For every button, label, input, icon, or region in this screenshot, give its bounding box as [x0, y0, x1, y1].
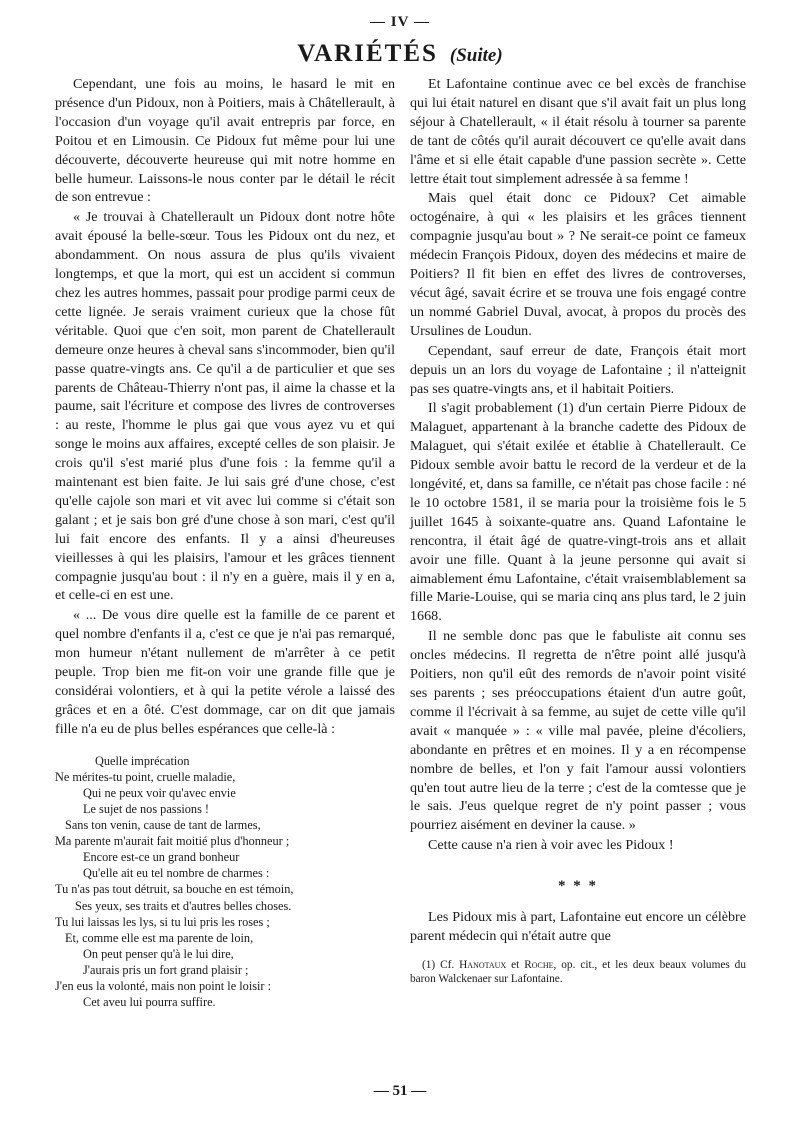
poem-line: Quelle imprécation — [95, 753, 190, 768]
poem-line: Encore est-ce un grand bonheur — [83, 850, 240, 865]
page-number: — 51 — — [373, 1083, 427, 1099]
poem-line: Sans ton venin, cause de tant de larmes, — [65, 818, 261, 833]
paragraph: Et Lafontaine continue avec ce bel excès de franchise qui lui était naturel en disant que s'il avait fait un plus long séjour à Chatellerault, « il était résolu à tourner sa parente de tant de côtés qu'il aurait découvert ce qu'elle avait dans l'âme et si elle était capable d'une passion secrète ». Cette lettre était tout simplement adressée à sa femme ! — [410, 76, 746, 187]
poem-line: On peut penser qu'à le lui dire, — [83, 946, 234, 961]
poem-line: Qu'elle ait eu tel nombre de charmes : — [83, 866, 270, 881]
paragraph: Mais quel était donc ce Pidoux? Cet aimable octogénaire, à qui « les plaisirs et les grâces tiennent compagnie jusqu'au bout » ? Ne serait-ce point ce fameux médecin François Pidoux, doyen des médecins et maire de Poitiers? Il fit bien en effet des livres de controverses, vécut âgé, savait écrire et se trouva une fois engagé contre un nommé Gabriel Duval, avocat, à propos du procès des Ursulines de Loudun. — [410, 190, 746, 339]
paragraph: Cependant, une fois au moins, le hasard le mit en présence d'un Pidoux, non à Poitiers, mais à Châtellerault, à l'occasion d'un voyage qu'il avait entrepris par force, en Poitou et en Limousin. Ce Pidoux fut même pour lui une découverte, découverte heureuse qui mit notre homme en belle humeur. Laissons-le nous conter par le détail le récit de son entrevue : — [55, 76, 395, 206]
poem-line: Cet aveu lui pourra suffire. — [83, 995, 216, 1010]
footnote-text: , op. cit., et les deux beaux volumes du baron Walckenaer sur Lafontaine. — [410, 958, 746, 986]
poem-line: Qui ne peux voir qu'avec envie — [83, 785, 236, 800]
footnote-marker: (1) Cf. — [422, 958, 455, 971]
section-folio: — IV — — [370, 14, 430, 30]
footnote-author: Hanotaux — [459, 958, 507, 971]
paragraph: « ... De vous dire quelle est la famille de ce parent et quel nombre d'enfants il a, c'est ce que je n'ai pas remarqué, mon humeur n'étant nullement de m'arrêter à ce petit peuple. Trop bien me fit-on voir une grande fille que je considérai volontiers, et à qui la petite vérole a laissé des grâces et en a ôté. C'est dommage, car on dit que jamais fille n'a eu de plus belles espérances que celle-là : — [55, 607, 395, 737]
title-varietes: VARIÉTÉS — [297, 40, 438, 67]
title-suite: (Suite) — [449, 45, 503, 66]
paragraph: Cependant, sauf erreur de date, François était mort depuis un an lors du voyage de Lafontaine ; il n'atteignit pas ses quatre-vingts ans, et il habitait Poitiers. — [410, 342, 746, 397]
footnote-author: Roche — [524, 958, 554, 971]
footnote-connector: et — [511, 958, 520, 971]
poem-line: J'en eus la volonté, mais non point le loisir : — [55, 979, 272, 994]
section-separator: * * * — [558, 878, 598, 895]
poem-line: Tu n'as pas tout détruit, sa bouche en est témoin, — [55, 882, 294, 897]
poem-line: Ne mérites-tu point, cruelle maladie, — [55, 769, 236, 784]
poem-line: Ses yeux, ses traits et d'autres belles choses. — [75, 898, 292, 913]
poem — [55, 753, 395, 1011]
poem-line: Et, comme elle est ma parente de loin, — [65, 930, 254, 945]
footnote — [410, 958, 746, 987]
paragraph: Il ne semble donc pas que le fabuliste ait connu ses oncles médecins. Il regretta de n'être point allé jusqu'à Poitiers, non qu'il eût des remords de n'avoir point visité ses parents ; ses préoccupations étaient d'un autre goût, comme il l'écrivait à sa femme, au sujet de cette ville qu'il avait « manquée » : « ville mal pavée, pleine d'écoliers, abondante en prêtres et en moines. Il y a en récompense nombre de belles, et l'on y fait l'amour aussi volontiers qu'en tout autre lieu de la terre ; c'est de la comtesse que je le sais. J'eus quelque regret de n'y point passer ; vous pourriez aisément en deviner la cause. » — [410, 628, 746, 834]
closing-paragraph: Les Pidoux mis à part, Lafontaine eut encore un célèbre parent médecin qui n'était autre que — [410, 909, 746, 944]
poem-line: Ma parente m'aurait fait moitié plus d'honneur ; — [55, 834, 290, 849]
poem-line: Tu lui laissas les lys, si tu lui pris les roses ; — [55, 914, 270, 929]
paragraph: « Je trouvai à Chatellerault un Pidoux dont notre hôte avait épousé la belle-sœur. Tous les Pidoux ont du nez, et abondamment. On nous assura de plus qu'ils vivaient longtemps, et que la mort, qui est un accident si commun chez les autres hommes, passait pour prodige parmi ceux de cette lignée. Je serais vraiment curieux que la chose fût véritable. Quoi que c'en soit, mon parent de Chatellerault demeure onze heures à cheval sans s'incommoder, bien qu'il passe quatre-vingts ans. Ce qu'il a de particulier et que ses parents de Château-Thierry n'ont pas, il aime la chasse et la paume, sait l'écriture et compose des livres de controverses : au reste, l'homme le plus gai que vous ayez vu et qui songe le moins aux affaires, excepté celles de son plaisir. Je crois qu'il s'est marié plus d'une fois : la femme qu'il a maintenant est bien faite. Je lui sais gré d'une chose, c'est qu'elle cajole son mari et vit avec lui comme si c'était son galant ; et je sais bon gré d'une chose à son mari, c'est qu'il lui fait encore des enfants. Il y a ainsi d'heureuses vieillesses à qui les plaisirs, l'amour et les grâces tiennent compagnie jusqu'au bout : il n'y en a guère, mais il y en a, et celle-ci en est une. — [55, 209, 395, 604]
section-title — [0, 40, 800, 68]
poem-line: Le sujet de nos passions ! — [83, 802, 210, 816]
left-column — [55, 75, 395, 1010]
poem-line: J'aurais pris un fort grand plaisir ; — [83, 962, 249, 977]
paragraph: Cette cause n'a rien à voir avec les Pidoux ! — [428, 837, 674, 854]
paragraph: Il s'agit probablement (1) d'un certain Pierre Pidoux de Malaguet, appartenant à la branche cadette des Pidoux de Malaguet, qui s'était exilée et établie à Chatellerault. Ce Pidoux semble avoir battu le record de la verdeur et de la longévité, et, dans sa famille, ce n'était pas chose facile : né le 10 octobre 1581, il se maria pour la troisième fois le 5 juillet 1645 à soixante-quatre ans. Quand Lafontaine le rencontra, il était âgé de quatre-vingt-trois ans et allait avoir une fille. Quant à la jeune personne qui avait si aimablement ému Lafontaine, c'était vraisemblablement sa fille Marie-Louise, qui se maria cinq ans plus tard, le 2 juin 1668. — [410, 400, 746, 625]
right-column — [410, 75, 746, 987]
